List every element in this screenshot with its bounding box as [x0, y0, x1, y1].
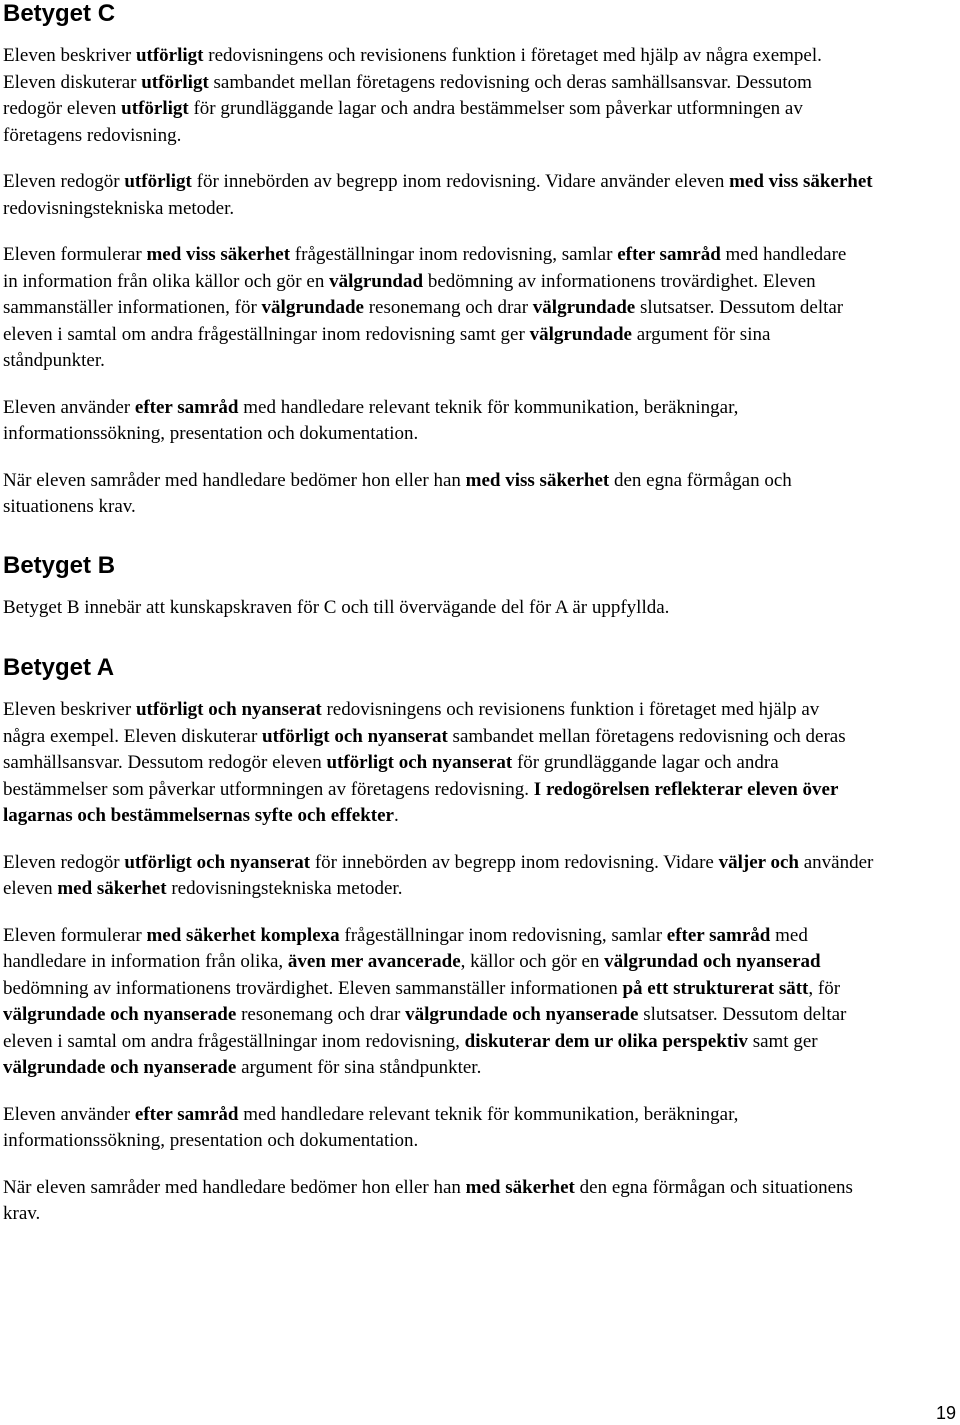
page-number: 19 [935, 1403, 956, 1423]
bold-text: välgrundade och nyanserade [3, 1057, 237, 1078]
text-run: Eleven redogör [3, 171, 125, 192]
text-run: slutsatser. Dessutom deltar eleven i samtal om andra frågeställningar inom redovisning, [3, 1004, 847, 1052]
text-run: Eleven redogör [3, 851, 125, 873]
paragraph [3, 697, 865, 830]
text-run: bedömning av informationens trovärdighet. Eleven sammanställer informationen, för [3, 270, 816, 318]
text-run: Betyget B innebär att kunskapskraven för C och till övervägande del för A är uppfyllda. [3, 596, 670, 618]
bold-text: med säkerhet [465, 1176, 575, 1198]
text-run: redovisningens och revisionens funktion i företaget med hjälp av några exempel. Eleven diskuterar [3, 45, 822, 93]
text-run: , för [808, 977, 841, 999]
text-run: redovisningstekniska metoder. [3, 197, 235, 219]
paragraph [3, 595, 903, 622]
text-run: för grundläggande lagar och andra bestämmelser som påverkar utformningen av företagens redovisning. [3, 98, 803, 146]
paragraph [3, 242, 863, 375]
paragraph [3, 1175, 893, 1228]
text-run: sambandet mellan företagens redovisning och deras samhällsansvar. Dessutom redogör eleven [3, 71, 812, 119]
paragraph [3, 468, 863, 521]
section-grade-b [3, 552, 948, 622]
bold-text: välgrundade [532, 297, 636, 318]
text-run: med handledare in information från olika, [3, 924, 808, 972]
bold-text: utförligt [124, 171, 192, 192]
text-run: argument för sina ståndpunkter. [3, 323, 771, 371]
section-grade-c [3, 0, 948, 521]
bold-text: utförligt [135, 45, 204, 66]
text-run: resonemang och drar [363, 297, 533, 318]
bold-text: I redogörelsen reflekterar eleven över lagarnas och bestämmelsernas syfte och effekter [3, 778, 839, 826]
bold-text: efter samråd [134, 1103, 239, 1125]
text-run: Eleven använder [3, 396, 135, 418]
text-run: den egna förmågan och situationens krav. [3, 469, 792, 517]
paragraph [3, 1102, 863, 1155]
bold-text: välgrundade [529, 323, 632, 345]
bold-text: utförligt [121, 98, 189, 119]
bold-text: diskuterar dem ur olika perspektiv [464, 1030, 748, 1052]
bold-text: med viss säkerhet [729, 171, 873, 192]
text-run: för grundläggande lagar och andra bestämmelser som påverkar utformningen av företagens redovisning. [3, 752, 779, 800]
bold-text: välgrundad [329, 270, 424, 292]
bold-text: även mer avancerade [287, 951, 461, 972]
text-run: Eleven formulerar [3, 924, 147, 946]
bold-text: med säkerhet [57, 878, 167, 899]
text-run: När eleven samråder med handledare bedömer hon eller han [3, 1176, 466, 1198]
heading-grade-a: Betyget A [3, 654, 115, 681]
bold-text: på ett strukturerat sätt [622, 977, 809, 999]
heading-grade-b: Betyget B [3, 551, 116, 579]
text-run: med handledare relevant teknik för kommunikation, beräkningar, informationssökning, presentation och dokumentation. [3, 1103, 739, 1151]
bold-text: utförligt och nyanserat [135, 699, 322, 720]
text-run: Eleven beskriver [3, 699, 136, 720]
text-run: för innebörden av begrepp inom redovisning. Vidare [310, 851, 719, 873]
text-run: argument för sina ståndpunkter. [236, 1057, 482, 1078]
bold-text: efter samråd [666, 924, 771, 946]
paragraph [3, 850, 883, 903]
bold-text: med viss säkerhet [465, 469, 610, 491]
paragraph [3, 43, 863, 149]
paragraph [3, 169, 893, 222]
text-run: slutsatser. Dessutom deltar eleven i samtal om andra frågeställningar inom redovisning samt ger [3, 297, 844, 345]
bold-text: välgrundade [261, 297, 364, 318]
text-run: , källor och gör en [460, 951, 605, 972]
text-run: frågeställningar inom redovisning, samlar [339, 924, 667, 946]
text-run: Eleven beskriver [3, 45, 136, 66]
bold-text: utförligt och nyanserat [326, 752, 513, 773]
text-run: Eleven formulerar [3, 244, 147, 265]
text-run: redovisningens och revisionens funktion i företaget med hjälp av några exempel. Eleven diskuterar [3, 699, 820, 747]
text-run: med handledare relevant teknik för kommunikation, beräkningar, informationssökning, presentation och dokumentation. [3, 396, 739, 444]
document-page [3, 0, 948, 1228]
text-run: När eleven samråder med handledare bedömer hon eller han [3, 469, 466, 491]
text-run: Eleven använder [3, 1103, 135, 1125]
paragraph [3, 923, 888, 1082]
bold-text: efter samråd [134, 396, 239, 418]
heading-grade-c: Betyget C [3, 0, 116, 27]
text-run: . [394, 805, 399, 826]
text-run: använder eleven [3, 851, 874, 899]
text-run: redovisningstekniska metoder. [166, 878, 403, 899]
paragraph [3, 395, 863, 448]
text-run: frågeställningar inom redovisning, samlar [290, 244, 618, 265]
text-run: resonemang och drar [236, 1004, 406, 1025]
bold-text: utförligt och nyanserat [124, 851, 311, 873]
bold-text: med säkerhet komplexa [146, 924, 340, 946]
text-run: bedömning av informationens trovärdighet. Eleven sammanställer informationen [3, 977, 623, 999]
bold-text: välgrundade och nyanserade [3, 1004, 237, 1025]
bold-text: väljer och [718, 851, 799, 873]
text-run: samt ger [747, 1030, 818, 1052]
text-run: med handledare in information från olika källor och gör en [3, 244, 847, 292]
bold-text: efter samråd [617, 244, 721, 265]
text-run: för innebörden av begrepp inom redovisning. Vidare använder eleven [191, 171, 730, 192]
bold-text: utförligt och nyanserat [262, 725, 448, 747]
text-run: den egna förmågan och situationens krav. [3, 1176, 853, 1224]
text-run: sambandet mellan företagens redovisning och deras samhällsansvar. Dessutom redogör eleven [3, 725, 846, 773]
bold-text: utförligt [141, 71, 209, 93]
bold-text: välgrundade och nyanserade [405, 1004, 639, 1025]
bold-text: med viss säkerhet [146, 244, 291, 265]
section-grade-a [3, 654, 948, 1228]
bold-text: välgrundad och nyanserad [604, 951, 821, 972]
